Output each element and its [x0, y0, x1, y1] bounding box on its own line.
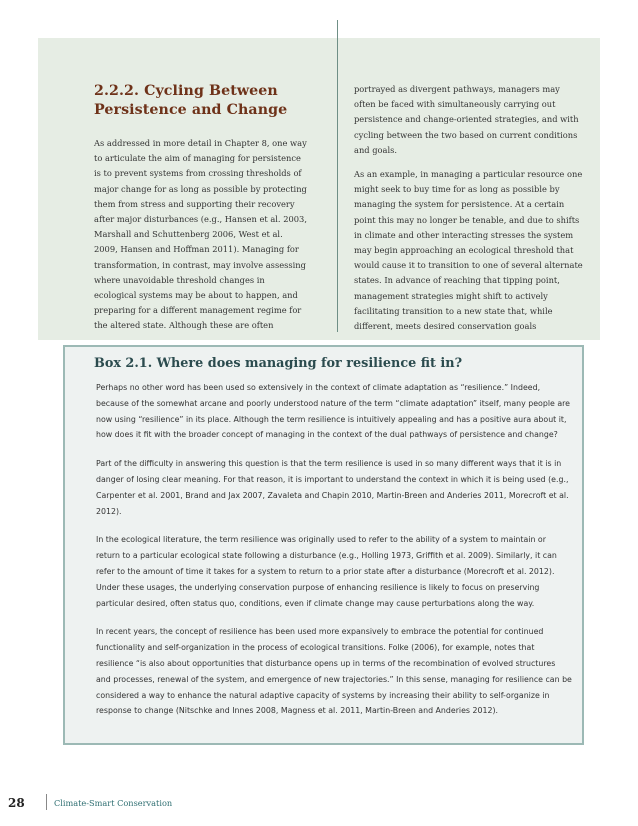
page-number: 28 [8, 796, 25, 810]
right-column-paragraph-1: portrayed as divergent pathways, managers may often be faced with simultaneously carrying out persistence and change-oriented strategies, and with cycling between the two based on current conditions and goals. [354, 84, 579, 155]
right-column-paragraph-2: As an example, in managing a particular resource one might seek to buy time for as long as possible by managing the system for persistence. At a certain point this may no longer be tenable, and due to shifts in climate and other interacting stresses the system may begin approaching an ecological threshold that would cause it to transition to one of several alternate states. In advance of reaching that tipping point, management strategies might shift to actively facilitating transition to a new state that, while different, meets desired conservation goals [354, 169, 583, 332]
section-heading-line2: Persistence and Change [94, 102, 288, 118]
box-title: Box 2.1. Where does managing for resilience fit in? [94, 356, 463, 371]
publication-title: Climate-Smart Conservation [54, 798, 173, 808]
box-paragraph-2: Part of the difficulty in answering this question is that the term resilience is used in so many different ways that it is in danger of losing clear meaning. For that reason, it is important to understand the context in which it is being used (e.g., Carpenter et al. 2001, Brand and Jax 2007, Zavaleta and Chapin 2010, Martin-Breen and Anderies 2011, Morecroft et al. 2012). [96, 459, 569, 516]
left-column [94, 82, 308, 334]
column-divider [337, 20, 338, 332]
box-paragraph-3: In the ecological literature, the term resilience was originally used to refer to the ability of a system to maintain or return to a particular ecological state following a disturbance (e.g., Holling 1973, Griffith et al. 2009). Similarly, it can refer to the amount of time it takes for a system to return to a prior state after a disturbance (Morecroft et al. 2012). Under these usages, the underlying conservation purpose of enhancing resilience is likely to focus on preserving particular desired, often status quo, conditions, even if climate change may cause perturbations along the way. [96, 535, 557, 608]
box-paragraph-1: Perhaps no other word has been used so extensively in the context of climate adaptation as “resilience.” Indeed, because of the somewhat arcane and poorly understood nature of the term “climate adaptation” itself, many people are now using “resilience” in its place. Although the term resilience is intuitively appealing and has a positive aura about it, how does it fit with the broader concept of managing in the context of the dual pathways of persistence and change? [96, 383, 571, 440]
box-body [96, 380, 572, 719]
section-heading [94, 82, 308, 120]
footer-divider [46, 794, 47, 810]
section-heading-line1: 2.2.2. Cycling Between [94, 83, 278, 99]
left-column-paragraph: As addressed in more detail in Chapter 8, one way to articulate the aim of managing for persistence is to prevent systems from crossing thresholds of major change for as long as possible by protecting them from stress and supporting their recovery after major disturbances (e.g., Hansen et al. 2003, Marshall and Schuttenberg 2006, West et al. 2009, Hansen and Hoffman 2011). Managing for transformation, in contrast, may involve assessing where unavoidable threshold changes in ecological systems may be about to happen, and preparing for a different management regime for the altered state. Although these are often [94, 138, 307, 331]
box-paragraph-4: In recent years, the concept of resilience has been used more expansively to embrace the potential for continued functionality and self-organization in the process of ecological transitions. Folke (2006), for example, notes that resilience “is also about opportunities that disturbance opens up in terms of the recombination of evolved structures and processes, renewal of the system, and emergence of new trajectories.” In this sense, managing for resilience can be considered a way to enhance the natural adaptive capacity of systems by increasing their ability to self-organize in response to change (Nitschke and Innes 2008, Magness et al. 2011, Martin-Breen and Anderies 2012). [96, 627, 572, 716]
right-column [354, 82, 584, 334]
